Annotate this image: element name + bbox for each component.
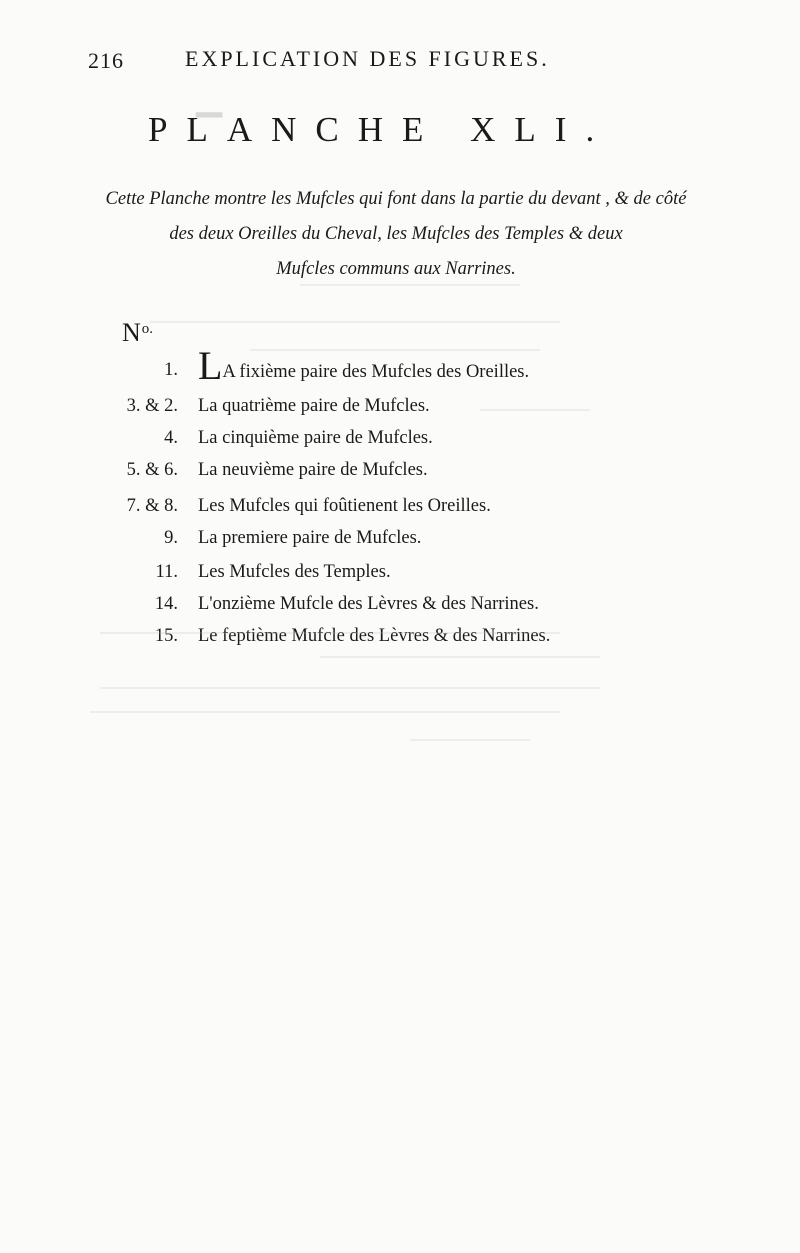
entry-number: 1. xyxy=(164,360,178,380)
entry-text: La quatrième paire de Mufcles. xyxy=(198,396,430,416)
drop-cap: L xyxy=(198,343,223,388)
running-header: EXPLICATION DES FIGURES. xyxy=(185,46,550,71)
entry-number: 11. xyxy=(155,562,178,582)
caption-line: Mufcles communs aux Narrines. xyxy=(276,259,516,279)
entry-number: 3. & 2. xyxy=(126,396,178,416)
entry-text-body: A fixième paire des Mufcles des Oreilles. xyxy=(222,362,530,382)
entry-number: 9. xyxy=(164,528,178,548)
caption-line: des deux Oreilles du Cheval, les Mufcles des Temples & deux xyxy=(169,224,623,244)
entry-number: 4. xyxy=(164,428,178,448)
entry-text: La premiere paire de Mufcles. xyxy=(198,528,422,548)
plate-title: PLANCHE XLI. xyxy=(148,110,614,149)
entry-text: La neuvième paire de Mufcles. xyxy=(198,460,428,480)
caption-line: Cette Planche montre les Mufcles qui font dans la partie du devant , & de côté xyxy=(105,189,687,209)
bleed-through-title: ▁ xyxy=(180,80,223,117)
entry-number: 14. xyxy=(154,594,178,614)
entry-text: Les Mufcles des Temples. xyxy=(198,562,391,582)
entry-number: 5. & 6. xyxy=(126,460,178,480)
entry-text: La cinquième paire de Mufcles. xyxy=(198,428,433,448)
entry-text: L'onzième Mufcle des Lèvres & des Narrines. xyxy=(198,594,539,614)
entry-text: Le feptième Mufcle des Lèvres & des Narrines. xyxy=(198,626,551,646)
entry-number: 15. xyxy=(154,626,178,646)
numero-label: N xyxy=(122,318,141,347)
page-number: 216 xyxy=(88,48,124,73)
entry-number: 7. & 8. xyxy=(126,496,178,516)
numero-superscript: o. xyxy=(141,321,154,337)
entry-text: Les Mufcles qui foûtienent les Oreilles. xyxy=(198,496,491,516)
